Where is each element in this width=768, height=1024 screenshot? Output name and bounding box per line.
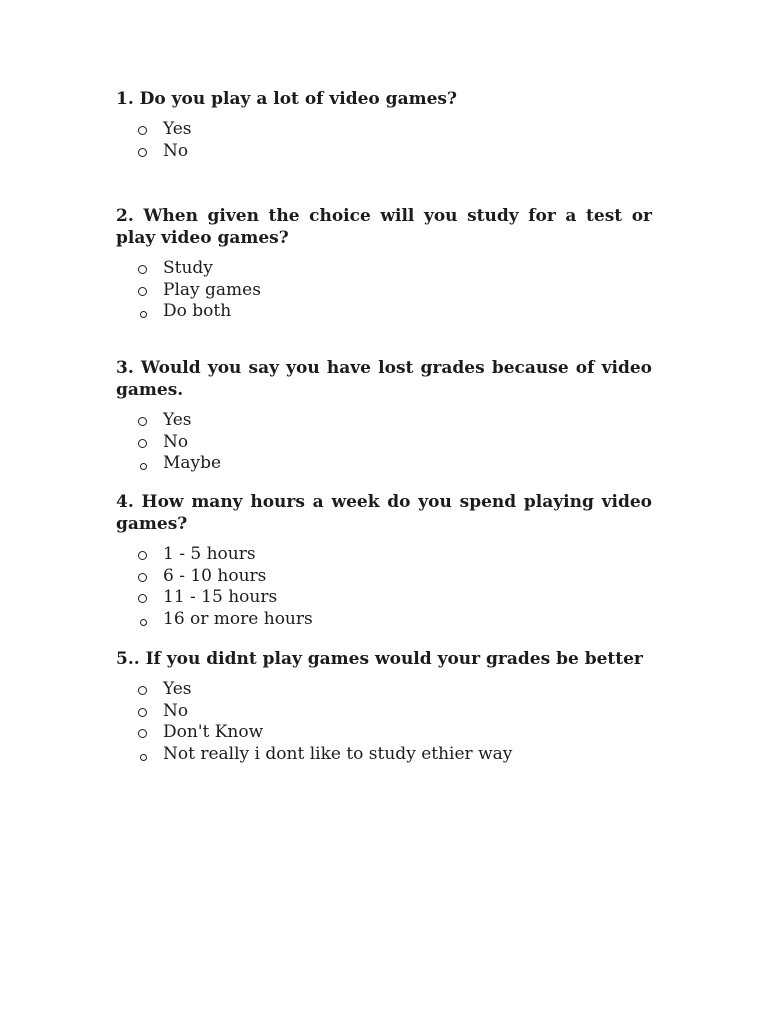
option-list [116,119,652,162]
circle-bullet-icon [138,573,147,582]
circle-bullet-icon [138,126,147,135]
option-label: Study [163,258,213,278]
option-label: No [163,431,189,452]
circle-bullet-icon [138,265,147,274]
question-text: 3. Would you say you have lost grades because of video games. [116,358,652,400]
circle-bullet-icon [138,287,147,296]
circle-bullet-icon [140,619,147,626]
option-list [116,544,652,630]
question-text: 2. When given the choice will you study for a test or play video games? [116,206,652,248]
circle-bullet-icon [138,439,147,448]
option-label: Don't Know [163,722,264,743]
option-item [116,701,652,723]
circle-bullet-icon [140,463,147,470]
option-label: Yes [163,119,192,139]
option-label: 6 - 10 hours [163,565,267,586]
circle-bullet-icon [138,417,147,426]
circle-bullet-icon [138,148,147,157]
question-1 [116,88,652,162]
option-item [116,544,652,566]
option-list [116,410,652,475]
option-item [116,744,652,766]
question-4 [116,491,652,630]
option-label: Not really i dont like to study ethier way [163,743,513,764]
option-item [116,258,652,280]
option-label: 1 - 5 hours [163,544,256,564]
option-label: Do both [163,301,232,322]
circle-bullet-icon [140,311,147,318]
option-label: No [163,140,189,161]
option-label: 16 or more hours [163,608,313,629]
option-label: Yes [163,410,192,430]
option-item [116,609,652,631]
circle-bullet-icon [138,594,147,603]
question-text: 1. Do you play a lot of video games? [116,89,457,109]
question-text: 5.. If you didnt play games would your grades be better [116,649,643,669]
question-text: 4. How many hours a week do you spend playing video games? [116,492,652,534]
option-label: Play games [163,279,261,300]
option-item [116,432,652,454]
option-item [116,587,652,609]
question-2 [116,205,652,323]
option-item [116,722,652,744]
question-5 [116,648,652,765]
option-item [116,410,652,432]
circle-bullet-icon [140,754,147,761]
option-item [116,301,652,323]
option-item [116,119,652,141]
option-label: No [163,700,189,721]
option-label: Yes [163,679,192,699]
option-item [116,280,652,302]
circle-bullet-icon [138,551,147,560]
option-item [116,679,652,701]
option-item [116,566,652,588]
option-label: 11 - 15 hours [163,587,278,608]
question-3 [116,357,652,475]
circle-bullet-icon [138,729,147,738]
option-label: Maybe [163,453,222,474]
option-list [116,679,652,765]
option-item [116,453,652,475]
option-list [116,258,652,323]
circle-bullet-icon [138,686,147,695]
circle-bullet-icon [138,708,147,717]
option-item [116,141,652,163]
